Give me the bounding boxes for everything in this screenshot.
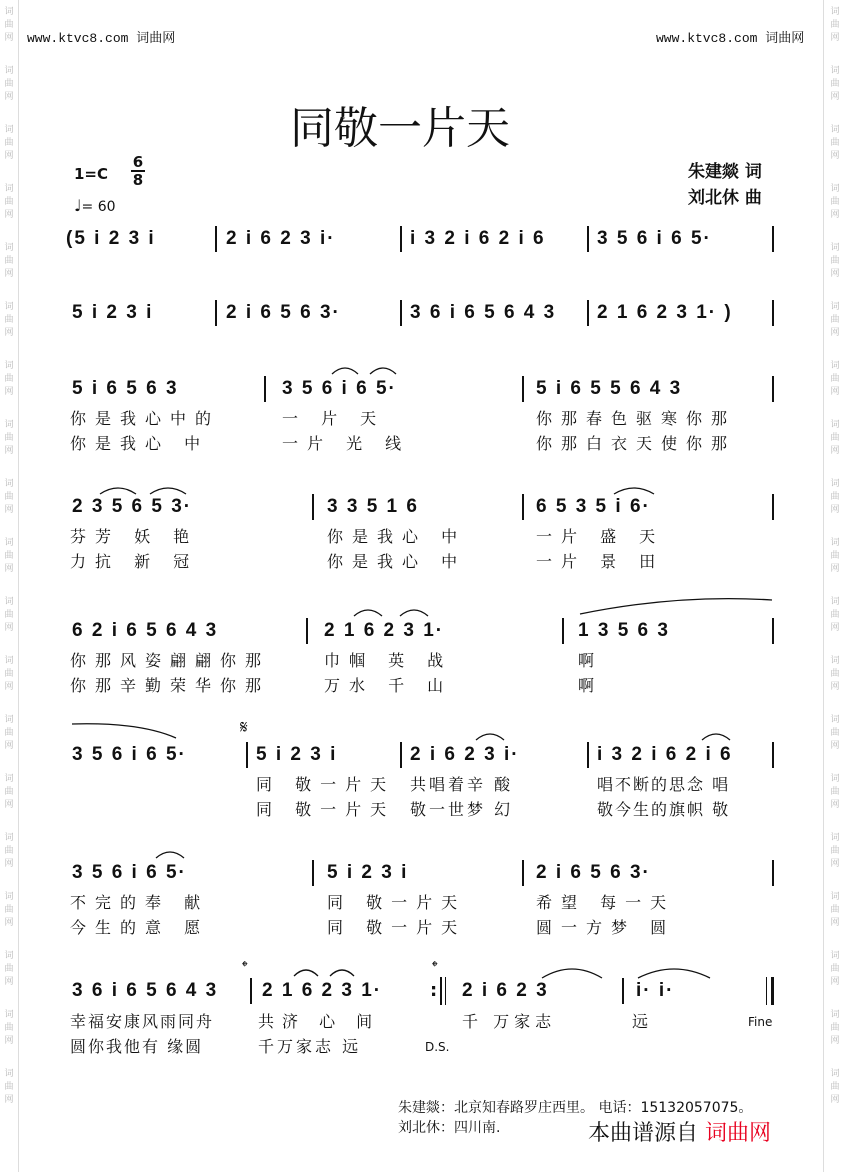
measure: 2 i 6 5 6 3· <box>226 302 341 323</box>
barline <box>400 300 402 326</box>
barline <box>306 618 308 644</box>
measure: i 3 2 i 6 2 i 6 <box>410 228 546 249</box>
tie-arc <box>540 962 610 980</box>
tie-arc <box>578 596 774 616</box>
barline <box>400 226 402 252</box>
slur-arc <box>474 728 514 742</box>
lyric: 一 片 天 <box>282 409 386 428</box>
barline <box>522 376 524 402</box>
repeat-barline <box>440 977 442 1005</box>
right-side-watermark: 词曲网 词曲网 词曲网 词曲网 词曲网 词曲网 词曲网 词曲网 词曲网 词曲网 词曲网 词曲网 词曲网 词曲网 词曲网 词曲网 词曲网 词曲网 词曲网 <box>830 7 840 1105</box>
time-signature: 6 8 <box>132 153 144 189</box>
slur-arc <box>700 728 740 742</box>
repeat-barline-thin <box>445 977 446 1005</box>
barline <box>522 860 524 886</box>
song-title: 同敬一片天 <box>290 103 510 154</box>
measure: 2 i 6 5 6 3· <box>536 862 651 883</box>
tie-arc <box>70 720 180 740</box>
segno-icon: 𝄋 <box>240 717 248 738</box>
final-barline-thick <box>771 977 774 1005</box>
lyric: 你是我心中的 <box>70 409 221 428</box>
left-side-watermark: 词曲网 词曲网 词曲网 词曲网 词曲网 词曲网 词曲网 词曲网 词曲网 词曲网 词曲网 词曲网 词曲网 词曲网 词曲网 词曲网 词曲网 词曲网 词曲网 <box>4 7 14 1105</box>
measure: 5 i 2 3 i <box>327 862 409 883</box>
measure: 2 i 6 2 3 i· <box>410 744 520 765</box>
lyric: 圆你我他有 缘圆 <box>70 1037 204 1056</box>
lyric: 万水 千 山 <box>324 676 453 695</box>
header-url-right[interactable]: www.ktvc8.com 词曲网 <box>656 31 805 46</box>
barline <box>772 494 774 520</box>
measure: 3 5 6 i 6 5· <box>597 228 712 249</box>
measure: 5 i 2 3 i <box>256 744 338 765</box>
measure: 1 3 5 6 3 <box>578 620 670 641</box>
lyric: 共唱着辛 酸 <box>410 775 514 794</box>
barline <box>772 618 774 644</box>
barline <box>264 376 266 402</box>
lyric: 共济 心 间 <box>258 1012 381 1031</box>
left-margin-line <box>18 0 19 1172</box>
lyric: 同 敬一片天 <box>327 918 467 937</box>
slur-arcs <box>352 604 442 618</box>
lyric: 芬芳 妖 艳 <box>70 527 199 546</box>
lyric: 你那风姿翩翩你那 <box>70 651 271 670</box>
barline <box>587 300 589 326</box>
lyric: 今生的意 愿 <box>70 918 210 937</box>
slur-arcs <box>98 482 198 496</box>
measure: 3 6 i 6 5 6 4 3 <box>410 302 557 323</box>
composer-contact: 刘北休：四川南. <box>398 1120 501 1136</box>
barline <box>587 226 589 252</box>
barline <box>772 742 774 768</box>
measure: 6 5 3 5 i 6· <box>536 496 651 517</box>
lyric: 巾帼 英 战 <box>324 651 453 670</box>
lyricist-credit: 朱建燚 词 <box>688 162 762 182</box>
lyric: 圆一方梦 圆 <box>536 918 676 937</box>
barline <box>400 742 402 768</box>
barline <box>587 742 589 768</box>
barline <box>522 494 524 520</box>
lyric: 力抗 新 冠 <box>70 552 199 571</box>
measure: 5 i 2 3 i <box>72 302 154 323</box>
lyric: 唱不断的思念 唱 <box>597 775 731 794</box>
source-credit: 本曲谱源自 词曲网 <box>588 1121 772 1146</box>
quarter-note-icon: ♩ <box>74 196 82 215</box>
slur-arcs <box>292 964 372 978</box>
lyricist-contact: 朱建燚：北京知春路罗庄西里。 电话：15132057075。 <box>398 1100 753 1116</box>
barline <box>215 226 217 252</box>
lyric: 啊 <box>578 651 604 670</box>
lyric: 千 万家志 <box>462 1012 557 1031</box>
ds-marking: D.S. <box>425 1040 450 1054</box>
barline <box>250 978 252 1004</box>
lyric: 同 敬一片天 <box>256 800 396 819</box>
lyric: 你那辛勤荣华你那 <box>70 676 271 695</box>
lyric: 敬今生的旗帜 敬 <box>597 800 731 819</box>
slur-arcs <box>330 362 400 376</box>
measure: 5 i 6 5 6 3 <box>72 378 179 399</box>
measure: (5 i 2 3 i <box>66 228 156 249</box>
measure: 2 1 6 2 3 1· <box>324 620 445 641</box>
lyric: 幸福安康风雨同舟 <box>70 1012 215 1031</box>
lyric: 一片 景 田 <box>536 552 665 571</box>
key-signature: 1=C <box>74 165 109 183</box>
lyric: 一片 光 线 <box>282 434 411 453</box>
measure: 2 i 6 2 3 i· <box>226 228 336 249</box>
composer-credit: 刘北休 曲 <box>688 188 762 208</box>
barline <box>562 618 564 644</box>
lyric: 你那春色驱寒你那 <box>536 409 737 428</box>
measure: 3 6 i 6 5 6 4 3 <box>72 980 219 1001</box>
right-margin-line <box>823 0 824 1172</box>
measure: 3 5 6 i 6 5· <box>72 744 187 765</box>
lyric: 同 敬一片天 <box>256 775 396 794</box>
barline <box>772 376 774 402</box>
final-barline-thin <box>766 977 767 1005</box>
lyric: 远 <box>632 1012 658 1031</box>
repeat-dots: : <box>430 980 438 1001</box>
lyric: 一片 盛 天 <box>536 527 665 546</box>
slur-arc <box>612 482 662 496</box>
measure: i· i· <box>636 980 675 1001</box>
barline <box>246 742 248 768</box>
barline <box>772 226 774 252</box>
measure: 6 2 i 6 5 6 4 3 <box>72 620 219 641</box>
lyric: 你是我心 中 <box>327 552 467 571</box>
header-url-left[interactable]: www.ktvc8.com 词曲网 <box>27 31 176 46</box>
lyric: 你是我心 中 <box>327 527 467 546</box>
tie-arc <box>636 962 716 980</box>
measure: 3 3 5 1 6 <box>327 496 419 517</box>
lyric: 同 敬一片天 <box>327 893 467 912</box>
barline <box>312 494 314 520</box>
lyric: 希望 每一天 <box>536 893 676 912</box>
lyric: 你是我心 中 <box>70 434 210 453</box>
lyric: 不完的奉 献 <box>70 893 210 912</box>
lyric: 千万家志 远 <box>258 1037 362 1056</box>
lyric: 啊 <box>578 676 604 695</box>
measure: 3 5 6 i 6 5· <box>72 862 187 883</box>
barline <box>622 978 624 1004</box>
measure: 3 5 6 i 6 5· <box>282 378 397 399</box>
source-site-link[interactable]: 词曲网 <box>705 1121 772 1146</box>
barline <box>772 300 774 326</box>
fine-marking: Fine <box>748 1015 773 1029</box>
tempo-marking: ♩= 60 <box>74 196 116 215</box>
coda-icon: 𝄌 <box>242 957 248 976</box>
measure: i 3 2 i 6 2 i 6 <box>597 744 733 765</box>
measure: 5 i 6 5 5 6 4 3 <box>536 378 683 399</box>
barline <box>312 860 314 886</box>
barline <box>772 860 774 886</box>
measure: 2 1 6 2 3 1· ) <box>597 302 733 323</box>
coda-icon: 𝄌 <box>432 957 438 976</box>
measure: 2 1 6 2 3 1· <box>262 980 383 1001</box>
lyric: 敬一世梦 幻 <box>410 800 514 819</box>
measure: 2 i 6 2 3 <box>462 980 549 1001</box>
measure: 2 3 5 6 5 3· <box>72 496 193 517</box>
barline <box>215 300 217 326</box>
lyric: 你那白衣天使你那 <box>536 434 737 453</box>
slur-arc <box>154 846 194 860</box>
